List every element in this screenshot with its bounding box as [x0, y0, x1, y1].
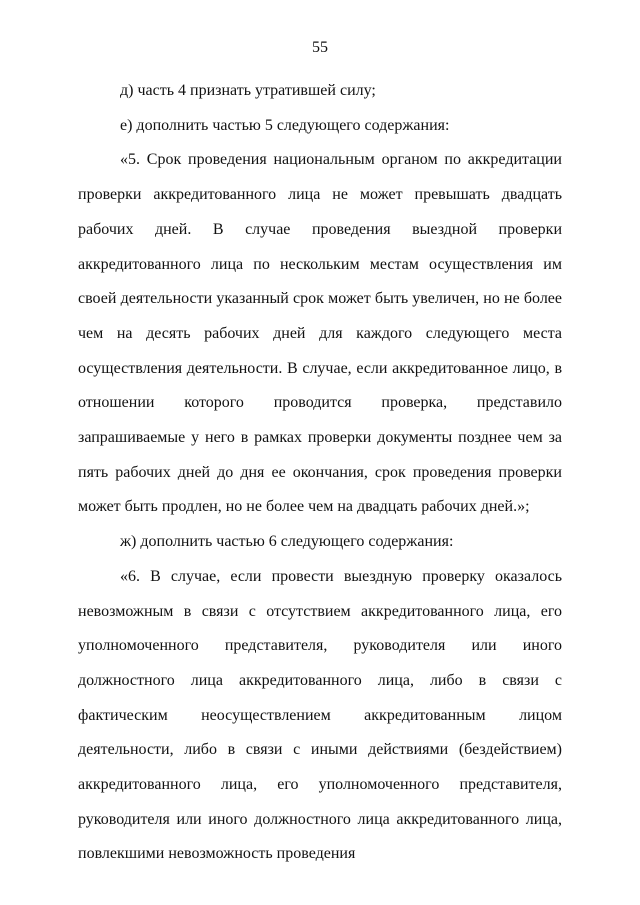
document-body: [78, 74, 562, 872]
paragraph-e: е) дополнить частью 5 следующего содержания:: [120, 116, 450, 134]
paragraph-part-6: «6. В случае, если провести выездную проверку оказалось невозможным в связи с отсутствием аккредитованного лица, его уполномоченного представителя, руководителя или иного должностного лица аккредитованного лица, либо в связи с фактическим неосуществлением аккредитованным лицом деятельности, либо в связи с иными действиями (бездействием) аккредитованного лица, его уполномоченного представителя, руководителя или иного должностного лица аккредитованного лица, повлекшими невозможность проведения: [78, 567, 562, 863]
paragraph-d: д) часть 4 признать утратившей силу;: [120, 82, 376, 99]
paragraph-part-5: «5. Срок проведения национальным органом по аккредитации проверки аккредитованного лица не может превышать двадцать рабочих дней. В случае проведения выездной проверки аккредитованного лица по нескольким местам осуществления им своей деятельности указанный срок может быть увеличен, но не более чем на десять рабочих дней для каждого следующего места осуществления деятельности. В случае, если аккредитованное лицо, в отношении которого проводится проверка, представило запрашиваемые у него в рамках проверки документы позднее чем за пять рабочих дней до дня ее окончания, срок проведения проверки может быть продлен, но не более чем на двадцать рабочих дней.»;: [78, 151, 562, 516]
page-number: 55: [312, 39, 328, 56]
paragraph-zh: ж) дополнить частью 6 следующего содержания:: [120, 533, 454, 551]
